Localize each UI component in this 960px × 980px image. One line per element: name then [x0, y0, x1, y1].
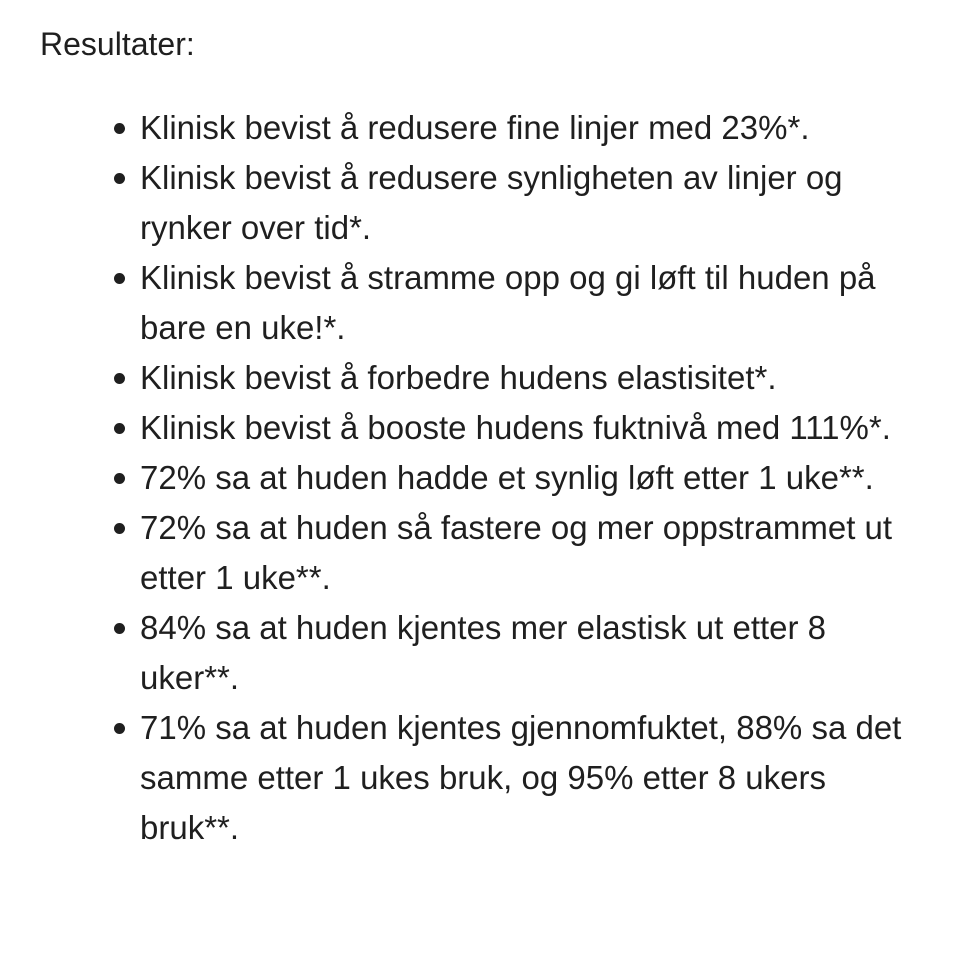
list-item — [40, 503, 920, 603]
list-item-text: Klinisk bevist å redusere fine linjer med 23%*. — [140, 109, 810, 146]
list-item — [40, 153, 920, 253]
bullet-icon — [114, 123, 125, 134]
list-item-text: 72% sa at huden så fastere og mer oppstrammet ut etter 1 uke**. — [140, 509, 893, 596]
list-item — [40, 603, 920, 703]
list-item — [40, 253, 920, 353]
results-heading: Resultater: — [40, 26, 195, 62]
bullet-icon — [114, 623, 125, 634]
bullet-icon — [114, 473, 125, 484]
list-item — [40, 403, 920, 453]
bullet-icon — [114, 523, 125, 534]
bullet-icon — [114, 723, 125, 734]
list-item-text: Klinisk bevist å stramme opp og gi løft til huden på bare en uke!*. — [140, 259, 876, 346]
list-item-text: Klinisk bevist å redusere synligheten av linjer og rynker over tid*. — [140, 159, 843, 246]
bullet-icon — [114, 273, 125, 284]
list-item-text: Klinisk bevist å booste hudens fuktnivå med 111%*. — [140, 409, 891, 446]
list-item-text: 72% sa at huden hadde et synlig løft etter 1 uke**. — [140, 459, 874, 496]
list-item-text: 71% sa at huden kjentes gjennomfuktet, 88% sa det samme etter 1 ukes bruk, og 95% etter 8 ukers bruk**. — [140, 709, 902, 846]
list-item — [40, 453, 920, 503]
list-item-text: Klinisk bevist å forbedre hudens elastisitet*. — [140, 359, 777, 396]
list-item — [40, 703, 920, 853]
bullet-icon — [114, 373, 125, 384]
bullet-icon — [114, 423, 125, 434]
list-item — [40, 353, 920, 403]
results-list — [40, 103, 920, 853]
list-item-text: 84% sa at huden kjentes mer elastisk ut etter 8 uker**. — [140, 609, 827, 696]
bullet-icon — [114, 173, 125, 184]
list-item — [40, 103, 920, 153]
